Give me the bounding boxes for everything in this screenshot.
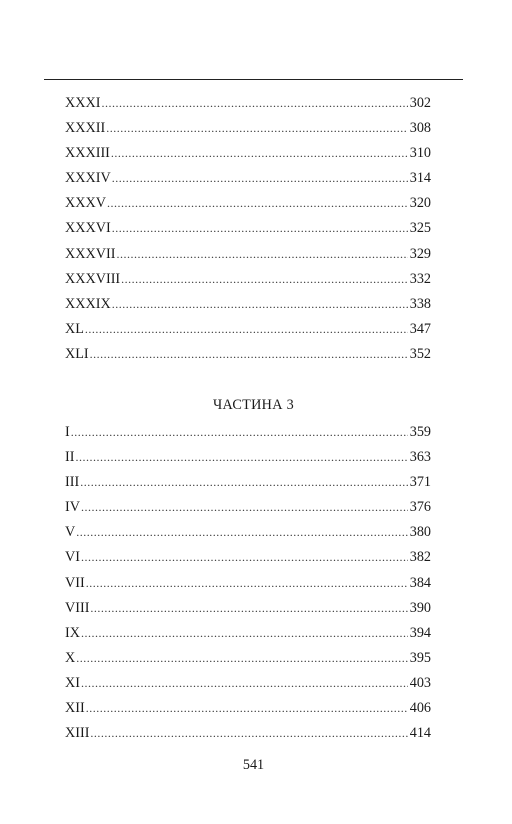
toc-entry-label: XXXVI <box>65 220 111 237</box>
toc-entry-label: XXXV <box>65 195 106 212</box>
toc-entry-page: 302 <box>409 95 431 111</box>
dot-leader <box>71 423 408 441</box>
page-number: 541 <box>242 757 265 773</box>
toc-entry <box>65 423 431 448</box>
toc-entry-label: II <box>65 449 75 466</box>
dot-leader <box>101 94 407 112</box>
toc-entry <box>65 245 431 270</box>
dot-leader <box>90 724 407 742</box>
toc-entry <box>65 194 431 219</box>
dot-leader <box>112 219 408 237</box>
toc-entry-label: VII <box>65 574 85 591</box>
toc-entry <box>65 699 431 724</box>
toc-entry-label: XXXVIII <box>65 270 121 287</box>
dot-leader <box>121 270 408 288</box>
dot-leader <box>80 473 408 491</box>
toc-entry <box>65 219 431 244</box>
dot-leader <box>76 649 407 667</box>
toc-entry-page: 395 <box>409 649 431 666</box>
part-3-heading: ЧАСТИНА 3 <box>213 397 294 413</box>
toc-entry-label: X <box>65 649 76 666</box>
toc-entry-page: 329 <box>409 245 431 262</box>
toc-entry-page: 390 <box>409 599 431 616</box>
toc-entry-page: 338 <box>409 295 431 312</box>
toc-entry-label: XL <box>65 320 84 337</box>
toc-entry-label: XXXIX <box>65 295 111 312</box>
dot-leader <box>81 624 408 642</box>
toc-entry-page: 363 <box>409 449 431 466</box>
toc-entry-label: XXXIII <box>65 145 110 162</box>
toc-entry <box>65 649 431 674</box>
dot-leader <box>112 295 408 313</box>
toc-entry-page: 308 <box>409 120 431 137</box>
top-rule <box>44 79 463 80</box>
toc-list-part-3 <box>65 423 431 749</box>
toc-entry-page: 352 <box>409 345 431 362</box>
dot-leader <box>116 245 407 263</box>
toc-entry-page: 314 <box>409 170 431 187</box>
toc-entry <box>65 523 431 548</box>
toc-list-part-2 <box>65 94 431 370</box>
toc-entry <box>65 295 431 320</box>
toc-entry-page: 371 <box>409 474 431 491</box>
dot-leader <box>75 448 407 466</box>
toc-entry <box>65 94 431 119</box>
toc-entry-page: 394 <box>409 624 431 641</box>
toc-entry-page: 376 <box>409 499 431 516</box>
dot-leader <box>86 574 408 592</box>
toc-entry-page: 325 <box>409 220 431 237</box>
toc-entry <box>65 724 431 749</box>
toc-entry <box>65 548 431 573</box>
toc-entry-label: XII <box>65 700 85 717</box>
toc-entry-page: 384 <box>409 574 431 591</box>
toc-entry-page: 406 <box>409 700 431 717</box>
toc-entry-label: VI <box>65 549 80 566</box>
toc-entry-label: XLI <box>65 345 89 362</box>
toc-entry-page: 414 <box>409 725 431 742</box>
toc-entry-label: XIII <box>65 725 90 742</box>
dot-leader <box>81 548 408 566</box>
toc-entry-label: XXXII <box>65 120 106 137</box>
toc-entry <box>65 270 431 295</box>
toc-entry <box>65 599 431 624</box>
toc-entry <box>65 144 431 169</box>
dot-leader <box>90 599 407 617</box>
toc-entry-page: 382 <box>409 549 431 566</box>
toc-entry <box>65 574 431 599</box>
toc-entry-label: IX <box>65 624 80 641</box>
toc-entry-label: VIII <box>65 599 90 616</box>
dot-leader <box>90 345 408 363</box>
dot-leader <box>106 119 408 137</box>
toc-entry <box>65 345 431 370</box>
dot-leader <box>86 699 408 717</box>
toc-entry <box>65 498 431 523</box>
dot-leader <box>111 144 408 162</box>
toc-entry-page: 403 <box>409 674 431 691</box>
toc-entry-page: 380 <box>409 524 431 541</box>
toc-entry-label: IV <box>65 499 80 516</box>
dot-leader <box>81 498 408 516</box>
toc-entry-page: 347 <box>409 320 431 337</box>
toc-entry-label: III <box>65 474 80 491</box>
toc-entry-page: 320 <box>409 195 431 212</box>
toc-entry-label: I <box>65 424 70 440</box>
toc-entry <box>65 473 431 498</box>
toc-entry <box>65 674 431 699</box>
toc-entry-label: XI <box>65 674 80 691</box>
toc-entry-label: V <box>65 524 76 541</box>
dot-leader <box>76 523 407 541</box>
toc-entry <box>65 169 431 194</box>
toc-entry <box>65 448 431 473</box>
toc-entry-label: XXXVII <box>65 245 116 262</box>
toc-entry-label: XXXI <box>65 95 101 111</box>
toc-entry <box>65 320 431 345</box>
toc-entry-label: XXXIV <box>65 170 111 187</box>
dot-leader <box>112 169 408 187</box>
toc-entry <box>65 624 431 649</box>
toc-entry <box>65 119 431 144</box>
toc-entry-page: 359 <box>409 424 431 440</box>
dot-leader <box>81 674 408 692</box>
dot-leader <box>85 320 408 338</box>
dot-leader <box>107 194 408 212</box>
toc-entry-page: 332 <box>409 270 431 287</box>
toc-entry-page: 310 <box>409 145 431 162</box>
